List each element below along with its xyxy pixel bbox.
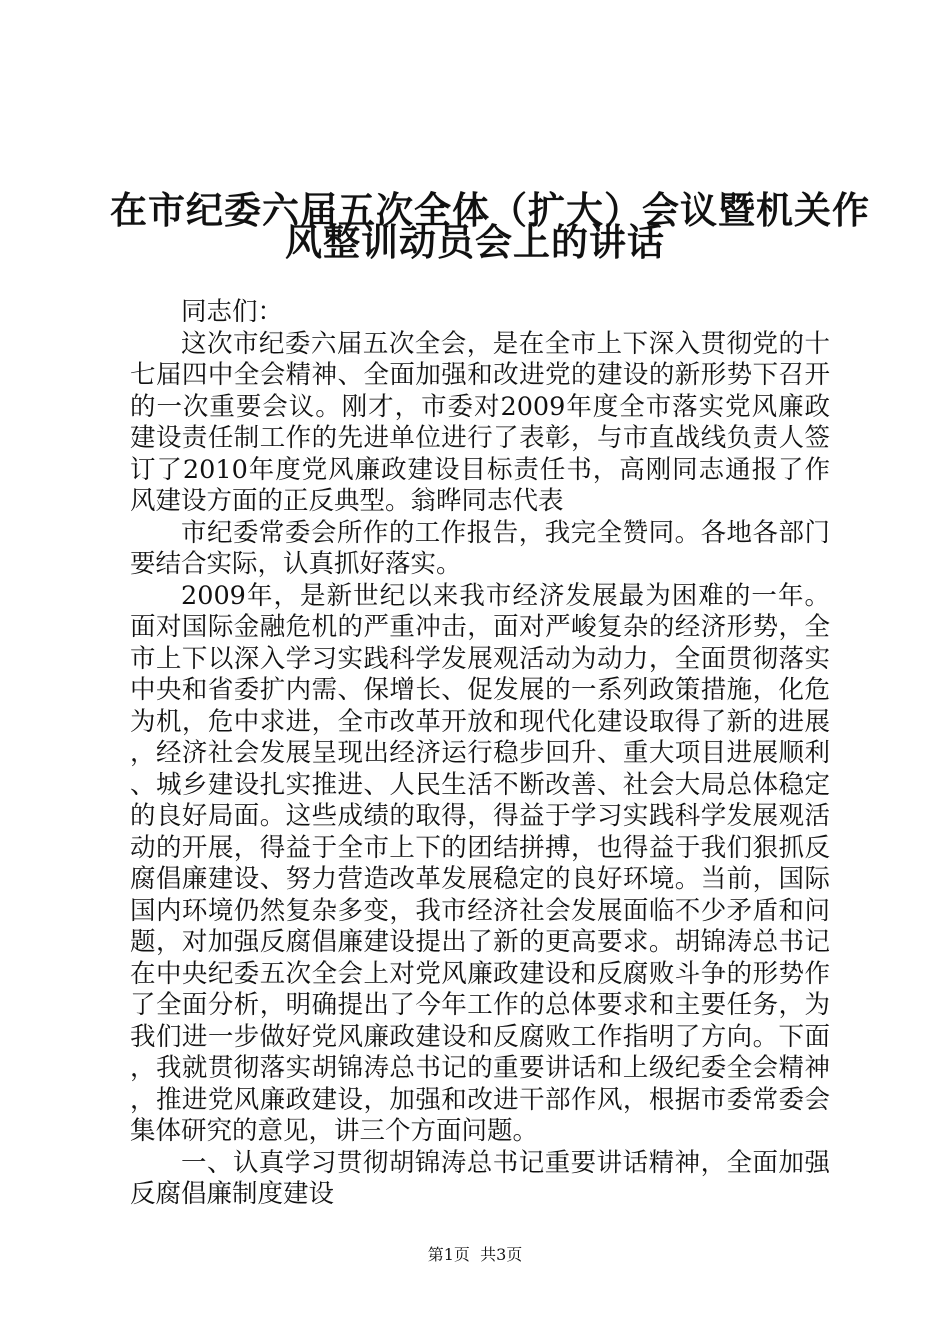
- document-title-line-2: 风整训动员会上的讲话: [285, 221, 665, 264]
- section-heading: 一、认真学习贯彻胡锦涛总书记重要讲话精神，全面加强反腐倡廉制度建设: [130, 1147, 830, 1209]
- document-body: [130, 297, 830, 1211]
- body-paragraph: 市纪委常委会所作的工作报告，我完全赞同。各地各部门要结合实际，认真抓好落实。: [130, 517, 830, 579]
- page-number-footer: 第1页 共3页: [427, 1245, 523, 1264]
- body-paragraph: 2009年，是新世纪以来我市经济发展最为困难的一年。面对国际金融危机的严重冲击，面对严峻复杂的经济形势，全市上下以深入学习实践科学发展观活动为动力，全面贯彻落实中央和省委扩内需、保增长、促发展的一系列政策措施，化危为机，危中求进，全市改革开放和现代化建设取得了新的进展，经济社会发展呈现出经济运行稳步回升、重大项目进展顺利、城乡建设扎实推进、人民生活不断改善、社会大局总体稳定的良好局面。这些成绩的取得，得益于学习实践科学发展观活动的开展，得益于全市上下的团结拼搏，也得益于我们狠抓反腐倡廉建设、努力营造改革发展稳定的良好环境。当前，国际国内环境仍然复杂多变，我市经济社会发展面临不少矛盾和问题，对加强反腐倡廉建设提出了新的更高要求。胡锦涛总书记在中央纪委五次全会上对党风廉政建设和反腐败斗争的形势作了全面分析，明确提出了今年工作的总体要求和主要任务，为我们进一步做好党风廉政建设和反腐败工作指明了方向。下面，我就贯彻落实胡锦涛总书记的重要讲话和上级纪委全会精神，推进党风廉政建设，加强和改进干部作风，根据市委常委会集体研究的意见，讲三个方面问题。: [130, 580, 830, 1146]
- body-paragraph: 这次市纪委六届五次全会，是在全市上下深入贯彻党的十七届四中全会精神、全面加强和改进党的建设的新形势下召开的一次重要会议。刚才，市委对2009年度全市落实党风廉政建设责任制工作的先进单位进行了表彰，与市直战线负责人签订了2010年度党风廉政建设目标责任书，高刚同志通报了作风建设方面的正反典型。翁晔同志代表: [130, 328, 830, 516]
- document-title-line-1: 在市纪委六届五次全体（扩大）会议暨机关作: [110, 189, 870, 232]
- salutation: 同志们：: [181, 297, 284, 327]
